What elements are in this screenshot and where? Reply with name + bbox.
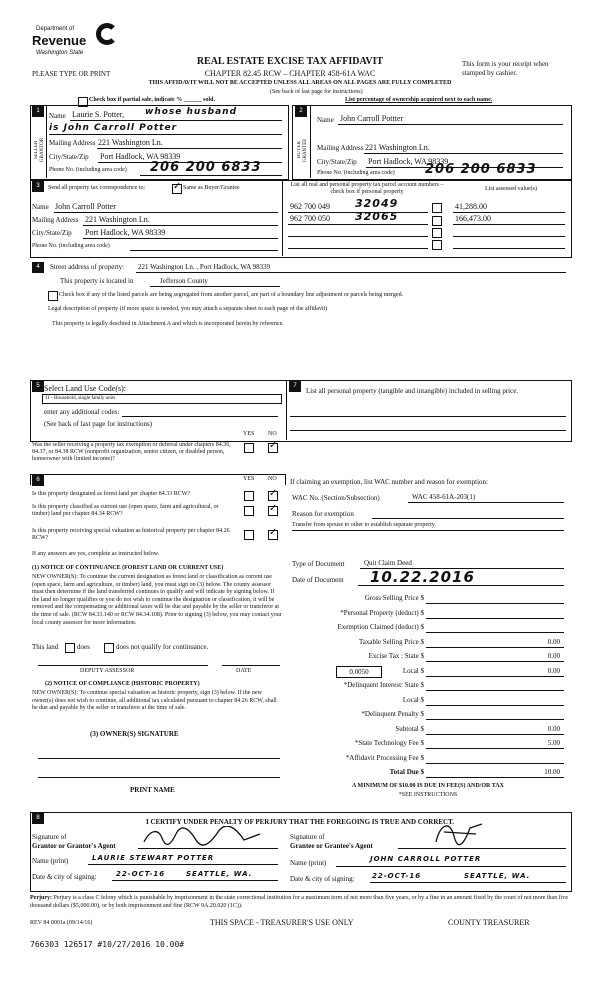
tax-row-label: Local $ [402,695,424,704]
local-rate-box[interactable]: 0.0050 [336,666,382,678]
continuance-text: NEW OWNER(S): To continue the current designation as forest land or classification as current use (open space, farm and agriculture, or timber) land, you must sign on (3) below. The county assessor must then determine if the land transferred continues to qualify and will indicate by signing below. If the land no longer qualifies or you do not wish to continue the designation or classification, it will be removed and the compensating or additional taxes will be due and payable by the seller or transferor at the time of sale. (RCW 84.33.140 or RCW 84.34.108). Prior to signing (3) below, you may contact your local county assessor for more information. [32,574,282,626]
certify-text: I CERTIFY UNDER PENALTY OF PERJURY THAT THE FOREGOING IS TRUE AND CORRECT. [145,818,454,826]
street-label: Street address of property: [50,263,125,271]
form-notice: THIS AFFIDAVIT WILL NOT BE ACCEPTED UNLESS ALL AREAS ON ALL PAGES ARE FULLY COMPLETED [148,80,452,86]
q-no-header-6: NO [268,476,277,482]
buyer-name-label: Name [317,116,334,124]
tax-row-line [426,748,564,749]
county[interactable]: Jefferson County [160,277,208,285]
tax-row-line [426,676,564,677]
tax-row-label: *Affidavit Processing Fee $ [345,753,424,762]
receipt-note: This form is your receipt when stamped by cashier. [462,60,549,77]
logo-mark-icon [96,23,118,45]
tax-row-line [426,647,564,648]
segregated-label: Check box if any of the listed parcels are being segregated from another parcel, are part of a boundary line adjustment or parcels being merged. [59,292,404,298]
seller-phone-label: Phone No. (including area code) [49,167,127,173]
grantor-sig-label-2: Grantor or Grantor's Agent [32,842,116,850]
land-use-see-back: (See back of last page for instructions) [44,420,153,428]
parcel-2-number[interactable]: 962 700 050 [290,214,330,223]
parcel-3-personal-checkbox[interactable] [432,228,442,238]
section-6-badge: 6 [32,475,44,486]
q-yes-header-6: YES [243,476,255,482]
does-checkbox[interactable] [65,643,75,653]
buyer-phone[interactable]: 206 200 6833 [425,162,537,177]
assessor-date-label: DATE [236,668,252,674]
exemption-label: If claiming an exemption, list WAC number and reason for exemption: [290,478,488,486]
section-5-badge: 5 [32,381,44,392]
grantee-signature[interactable] [430,818,490,848]
if-yes-note: If any answers are yes, complete as instructed below. [32,551,160,557]
see-instructions-note: *SEE INSTRUCTIONS [398,792,458,798]
corr-city-label: City/State/Zip [32,229,72,237]
tax-row-value[interactable]: 0.00 [547,652,560,660]
tax-row-line [426,661,564,662]
parcel-1-number[interactable]: 962 700 049 [290,202,330,211]
tax-row-line [426,734,564,735]
tax-row-line [426,763,564,764]
print-name-label: PRINT NAME [130,786,175,794]
segregated-checkbox[interactable] [48,291,58,301]
current-use-no-checkbox[interactable] [268,506,278,516]
grantor-date-label: Date & city of signing: [32,873,97,881]
parcel-2-value[interactable]: 166,473.00 [455,214,491,223]
continuance-title: (1) NOTICE OF CONTINUANCE (FOREST LAND OR CURRENT USE) [32,565,224,571]
historic-q: Is this property receiving special valuation as historical property per chapter 84.26 RCW? [32,528,230,541]
wac-label: WAC No. (Section/Subsection) [292,494,380,502]
tax-row-value[interactable]: 0.00 [547,724,560,733]
seller-side-label: SELLER GRANTOR [34,137,45,163]
seller-name-handwritten-2[interactable]: is John Carroll Potter [49,123,178,133]
grantee-sig-label-2: Grantee or Grantee's Agent [290,842,373,850]
section-3-badge: 3 [32,181,44,192]
doc-type[interactable]: Quit Claim Deed [364,559,412,567]
seller-city-label: City/State/Zip [49,153,89,161]
deputy-assessor-label: DEPUTY ASSESSOR [80,668,135,674]
forest-yes-checkbox[interactable] [244,491,254,501]
minimum-due-note: A MINIMUM OF $10.00 IS DUE IN FEE(S) AND/OR TAX [352,783,504,789]
tax-row-label: Gross Selling Price $ [364,594,424,602]
corr-address[interactable]: 221 Washington Ln. [85,215,150,224]
seller-name[interactable]: Laurie S. Potter, [72,110,125,119]
seller-phone[interactable]: 206 200 6833 [150,160,262,175]
perjury-text: Perjury is a class C felony which is punishable by imprisonment in the state correctional institution for a maximum term of not more than five years, or by a fine in an amount fixed by the court of not more than five thousand dollars ($5,000.00), or by both imprisonment and fine (RCW 9A.20.020 (1C)). [30,895,569,909]
correspondence-label: Send all property tax correspondence to: [48,185,146,191]
wac-number[interactable]: WAC 458-61A-203(1) [412,493,476,501]
ownership-note: List percentage of ownership acquired next to each name. [345,97,493,103]
tax-row-value[interactable]: 5.00 [547,739,560,747]
additional-codes-label: enter any additional codes: [44,408,120,416]
partial-sale-label: Check box if partial sale, indicate % ______ sold. [89,97,216,103]
corr-phone-label: Phone No. (including area code) [32,243,110,249]
seller-name-handwritten[interactable]: whose husband [145,107,238,117]
seller-name-label: Name [49,112,66,120]
corr-city[interactable]: Port Hadlock, WA 98339 [85,228,166,237]
grantee-name[interactable]: JOHN CARROLL POTTER [370,855,482,863]
grantor-sig-label: Signature of [32,833,67,841]
dor-logo [32,20,124,68]
tax-row-line [426,777,564,778]
owner-signature-label: (3) OWNER(S) SIGNATURE [90,730,179,738]
land-use-code[interactable]: 11 - Household, single family units [42,394,282,404]
same-as-buyer-checkbox[interactable] [172,184,182,194]
tax-row-label: *Delinquent Interest: State $ [343,681,424,689]
tax-row-label: *Personal Property (deduct) $ [340,608,424,617]
seller-address-label: Mailing Address [49,139,96,147]
rev-number: REV 84 0001a (09/14/16) [30,920,93,926]
exemption-q1: Was the seller receiving a property tax exemption or deferral under chapters 84.36, 84.37, or 84.38 RCW (nonprofit organization, senior citizen, or disabled person, homeowner with limited income)? [32,442,231,462]
tax-row-line [426,705,564,706]
tax-row-value[interactable]: 10.00 [544,768,560,776]
seller-address[interactable]: 221 Washington Ln. [98,138,163,147]
buyer-address-label: Mailing Address [317,144,364,152]
legal-description[interactable]: This property is legally descbied in Attachment A and which is incorporated herein by reference. [52,321,284,327]
q1-yes-checkbox[interactable] [244,443,254,453]
logo-line3: Washington State [36,50,84,56]
assessed-value-header: List assessed value(s) [485,186,537,192]
doc-date-label: Date of Document [292,576,344,584]
same-as-buyer-label: Same as Buyer/Grantee [183,185,240,191]
please-type: PLEASE TYPE OR PRINT [32,70,111,78]
compliance-title: (2) NOTICE OF COMPLIANCE (HISTORIC PROPERTY) [45,681,200,687]
grantee-city[interactable]: SEATTLE, WA. [464,872,531,880]
corr-address-label: Mailing Address [32,216,79,224]
buyer-city[interactable]: Port Hadlock, WA 98339 [368,157,449,166]
buyer-phone-label: Phone No. (including area code) [317,170,395,176]
tax-row-line [426,632,564,633]
land-use-label: Select Land Use Code(s): [44,384,126,393]
parcel-2-handwritten: 32065 [355,210,399,223]
corr-name[interactable]: John Carroll Potter [55,202,116,211]
tax-row-label: Local $ [402,666,424,675]
seller-city[interactable]: Port Hadlock, WA 98339 [100,152,181,161]
section-4-badge: 4 [32,262,44,273]
buyer-side-label: BUYER GRANTEE [297,138,308,162]
parcel-2-personal-checkbox[interactable] [432,216,442,226]
parcels-header: List all real and personal property tax parcel account numbers – check box if personal property [290,182,444,195]
grantor-city[interactable]: SEATTLE, WA. [186,870,253,878]
reason-label: Reason for exemption [292,510,354,518]
buyer-address[interactable]: 221 Washington Ln. [365,143,430,152]
grantee-date[interactable]: 22-OCT-16 [372,872,422,880]
section-7-badge: 7 [289,381,301,392]
q1-no-checkbox[interactable] [268,443,278,453]
tax-row-label: *Delinquent Penalty $ [361,710,424,718]
grantor-name[interactable]: LAURIE STEWART POTTER [92,854,215,862]
this-land-label: This land [32,643,59,651]
county-label: This property is located in [60,277,134,285]
parcel-1-value[interactable]: 41,288.00 [455,202,487,211]
grantee-date-label: Date & city of signing: [290,875,355,883]
parcel-4-personal-checkbox[interactable] [432,240,442,250]
grantor-date[interactable]: 22-OCT-16 [116,870,166,878]
no-header: NO [268,431,277,437]
perjury-note [30,894,570,910]
tax-row-label: Exemption Claimed (deduct) $ [337,623,424,631]
buyer-name[interactable]: John Carroll Pottter [340,114,404,123]
see-back-note: (See back of last page for instructions) [270,89,363,95]
tax-row-label: Taxable Selling Price $ [358,637,424,646]
section-1-badge: 1 [32,106,44,117]
county-treasurer: COUNTY TREASURER [448,918,530,927]
tax-row-label: Total Due $ [389,768,424,776]
tax-row-value[interactable]: 0.00 [547,666,560,675]
logo-line1: Department of [36,26,75,32]
grantee-sig-label: Signature of [290,833,325,841]
treasurer-stamp: 766303 126517 #10/27/2016 10.00# [30,940,185,949]
section-8-badge: 8 [32,813,44,824]
treasurer-space: THIS SPACE - TREASURER'S USE ONLY [210,918,354,927]
tax-row-line [426,690,564,691]
corr-name-label: Name [32,203,49,211]
grantee-name-label: Name (print) [290,859,327,867]
tax-row-value[interactable]: 0.00 [547,637,560,646]
tax-row-line [426,603,564,604]
tax-row-label: Excise Tax : State $ [368,652,424,660]
doc-date[interactable]: 10.22.2016 [370,568,475,586]
reason-text[interactable]: Transfer from spouse to other to establish separate property. [292,522,436,528]
does-label: does [77,643,90,651]
current-use-yes-checkbox[interactable] [244,506,254,516]
tax-row-label: *State Technology Fee $ [354,739,424,747]
form-chapter: CHAPTER 82.45 RCW – CHAPTER 458-61A WAC [204,69,376,78]
personal-property-label: List all personal property (tangible and intangible) included in selling price. [306,387,519,395]
tax-row-line [426,719,564,720]
forest-no-checkbox[interactable] [268,491,278,501]
compliance-text: NEW OWNER(S): To continue special valuation as historic property, sign (3) below. If the new owner(s) does not wish to continue, all additional tax calculated pursuant to chapter 84.26 RCW, shall be due and payable by the seller or transferor at the time of sale. [32,690,277,712]
yes-header: YES [243,431,255,437]
historic-no-checkbox[interactable] [268,530,278,540]
does-not-checkbox[interactable] [104,643,114,653]
form-title: REAL ESTATE EXCISE TAX AFFIDAVIT [196,56,384,67]
section-2-badge: 2 [295,106,307,117]
perjury-label: Perjury: [30,895,52,901]
buyer-city-label: City/State/Zip [317,158,357,166]
current-use-q: Is this property classified as current use (open space, farm and agricultural, or timber) land per chapter 84.34 RCW? [32,504,219,517]
tax-row-line [426,618,564,619]
tax-row-label: Subtotal $ [395,724,424,733]
legal-label: Legal description of property (if more space is needed, you may attach a separate sheet to each page of the affidavit) [48,306,328,312]
doc-type-label: Type of Document [292,560,345,568]
parcel-1-personal-checkbox[interactable] [432,203,442,213]
parcel-1-handwritten: 32049 [355,197,399,210]
forest-land-q: Is this property designated as forest land per chapter 84.33 RCW? [32,491,191,497]
historic-yes-checkbox[interactable] [244,530,254,540]
grantor-name-label: Name (print) [32,857,69,865]
grantor-signature[interactable] [140,826,270,848]
logo-line2: Revenue [32,33,87,48]
does-not-label: does not qualify for continuance. [116,643,209,651]
street-address[interactable]: 221 Washington Ln. , Port Hadlock, WA 98339 [138,263,271,271]
